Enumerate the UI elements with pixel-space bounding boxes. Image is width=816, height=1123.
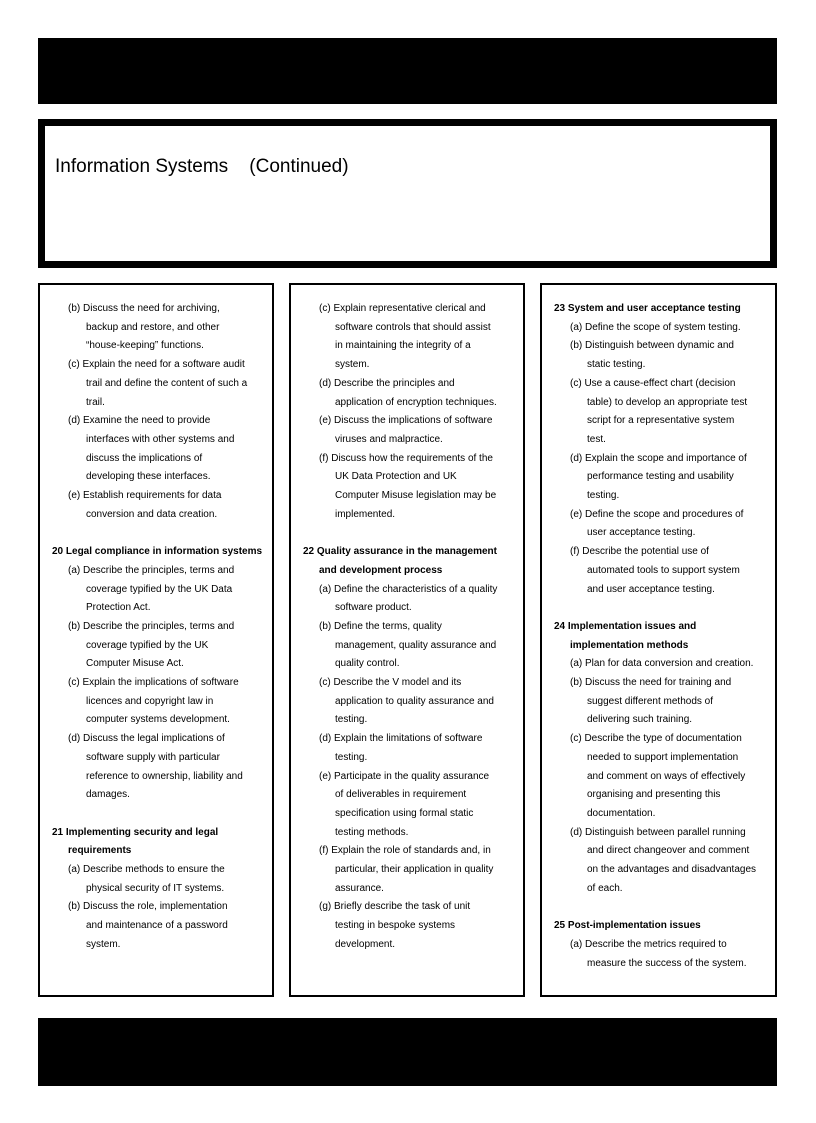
list-item-line: system. xyxy=(86,938,121,950)
column-2 xyxy=(289,283,525,997)
list-item-line: backup and restore, and other xyxy=(86,321,220,333)
list-item-line: (c) Describe the V model and its xyxy=(319,677,462,688)
section-heading: implementation methods xyxy=(570,639,689,651)
list-item-line: and comment on ways of effectively xyxy=(587,770,746,782)
list-item-line: system. xyxy=(335,359,370,371)
list-item-line: (d) Discuss the legal implications of xyxy=(68,733,225,745)
list-item-line: implemented. xyxy=(335,508,396,520)
list-item-line: (d) Explain the limitations of software xyxy=(319,733,483,745)
list-item-line: suggest different methods of xyxy=(587,695,714,707)
list-item-line: computer systems development. xyxy=(86,714,230,726)
list-item-line: interfaces with other systems and xyxy=(86,433,235,445)
list-item-line: (c) Describe the type of documentation xyxy=(570,733,742,745)
list-item-line: (f) Discuss how the requirements of the xyxy=(319,452,493,464)
list-item-line: needed to support implementation xyxy=(587,751,739,763)
list-item-line: (g) Briefly describe the task of unit xyxy=(319,901,471,913)
list-item-line: (b) Discuss the need for training and xyxy=(570,677,732,688)
list-item-line: UK Data Protection and UK xyxy=(335,471,457,483)
column-1 xyxy=(38,283,274,997)
list-item-line: delivering such training. xyxy=(587,714,693,726)
list-item-line: Computer Misuse Act. xyxy=(86,658,184,670)
bottom-banner-bar xyxy=(38,1018,777,1086)
list-item-line: (b) Discuss the need for archiving, xyxy=(68,303,220,314)
list-item-line: (f) Explain the role of standards and, in xyxy=(319,845,491,857)
section-heading: 21 Implementing security and legal xyxy=(52,826,219,838)
list-item-line: (c) Use a cause-effect chart (decision xyxy=(570,377,736,389)
list-item-line: (b) Discuss the role, implementation xyxy=(68,901,228,913)
list-item-line: (f) Describe the potential use of xyxy=(570,546,709,558)
list-item-line: (e) Define the scope and procedures of xyxy=(570,508,744,520)
list-item-line: measure the success of the system. xyxy=(587,957,747,969)
list-item-line: static testing. xyxy=(587,359,646,371)
section-heading: 25 Post-implementation issues xyxy=(554,920,701,932)
list-item-line: in maintaining the integrity of a xyxy=(335,340,471,352)
list-item-line: development. xyxy=(335,938,396,950)
list-item-line: application of encryption techniques. xyxy=(335,396,497,408)
list-item-line: testing. xyxy=(335,714,368,726)
list-item-line: assurance. xyxy=(335,882,384,894)
list-item-line: (b) Describe the principles, terms and xyxy=(68,620,235,632)
list-item-line: damages. xyxy=(86,789,130,801)
list-item-line: (d) Examine the need to provide xyxy=(68,415,211,427)
section-heading: 22 Quality assurance in the management xyxy=(303,546,497,558)
list-item-line: (a) Describe the principles, terms and xyxy=(68,564,235,576)
list-item-line: physical security of IT systems. xyxy=(86,882,225,894)
list-item-line: licences and copyright law in xyxy=(86,695,214,707)
list-item-line: Computer Misuse legislation may be xyxy=(335,490,497,501)
list-item-line: trail and define the content of such a xyxy=(86,377,248,389)
list-item-line: table) to develop an appropriate test xyxy=(587,396,748,408)
column-3 xyxy=(540,283,777,997)
list-item-line: reference to ownership, liability and xyxy=(86,770,243,782)
list-item-line: (c) Explain the need for a software audit xyxy=(68,359,245,371)
list-item-line: (e) Discuss the implications of software xyxy=(319,415,493,427)
list-item-line: (b) Distinguish between dynamic and xyxy=(570,340,734,352)
section-heading: 24 Implementation issues and xyxy=(554,620,697,632)
list-item-line: of deliverables in requirement xyxy=(335,789,467,801)
page-title: Information Systems (Continued) xyxy=(55,156,349,177)
list-item-line: (a) Describe methods to ensure the xyxy=(68,864,225,875)
list-item-line: testing methods. xyxy=(335,826,409,838)
list-item-line: (e) Participate in the quality assurance xyxy=(319,770,490,782)
list-item-line: and direct changeover and comment xyxy=(587,845,750,857)
list-item-line: (a) Define the characteristics of a quality xyxy=(319,583,498,595)
list-item-line: (c) Explain the implications of software xyxy=(68,677,239,688)
list-item-line: conversion and data creation. xyxy=(86,508,218,520)
list-item-line: trail. xyxy=(86,396,105,408)
list-item-line: (d) Describe the principles and xyxy=(319,377,455,389)
list-item-line: documentation. xyxy=(587,807,656,819)
list-item-line: organising and presenting this xyxy=(587,789,721,801)
list-item-line: viruses and malpractice. xyxy=(335,433,443,445)
section-heading: 23 System and user acceptance testing xyxy=(554,303,741,314)
list-item-line: application to quality assurance and xyxy=(335,695,494,707)
list-item-line: discuss the implications of xyxy=(86,452,203,464)
top-banner-bar xyxy=(38,38,777,104)
list-item-line: testing. xyxy=(587,490,620,501)
section-heading: and development process xyxy=(319,564,443,576)
list-item-line: coverage typified by the UK xyxy=(86,639,209,651)
list-item-line: coverage typified by the UK Data xyxy=(86,583,233,595)
list-item-line: performance testing and usability xyxy=(587,471,734,483)
list-item-line: and maintenance of a password xyxy=(86,920,228,932)
list-item-line: “house-keeping” functions. xyxy=(86,340,204,352)
list-item-line: test. xyxy=(587,433,606,445)
list-item-line: (c) Explain representative clerical and xyxy=(319,303,486,314)
title-box xyxy=(38,119,777,268)
list-item-line: quality control. xyxy=(335,658,400,670)
list-item-line: script for a representative system xyxy=(587,415,735,427)
list-item-line: particular, their application in quality xyxy=(335,864,494,875)
list-item-line: management, quality assurance and xyxy=(335,639,497,651)
section-heading: 20 Legal compliance in information systems xyxy=(52,546,263,558)
list-item-line: automated tools to support system xyxy=(587,564,740,576)
list-item-line: (d) Distinguish between parallel running xyxy=(570,826,746,838)
list-item-line: (d) Explain the scope and importance of xyxy=(570,452,747,464)
list-item-line: Protection Act. xyxy=(86,602,151,614)
list-item-line: (a) Define the scope of system testing. xyxy=(570,321,741,333)
list-item-line: testing in bespoke systems xyxy=(335,920,456,932)
list-item-line: (a) Describe the metrics required to xyxy=(570,938,727,950)
list-item-line: testing. xyxy=(335,751,368,763)
list-item-line: (b) Define the terms, quality xyxy=(319,620,442,632)
list-item-line: (e) Establish requirements for data xyxy=(68,490,222,501)
list-item-line: of each. xyxy=(587,882,623,894)
section-heading: requirements xyxy=(68,845,132,857)
list-item-line: developing these interfaces. xyxy=(86,471,211,483)
list-item-line: software supply with particular xyxy=(86,751,220,763)
list-item-line: software product. xyxy=(335,602,412,614)
list-item-line: software controls that should assist xyxy=(335,321,491,333)
list-item-line: specification using formal static xyxy=(335,807,474,819)
list-item-line: and user acceptance testing. xyxy=(587,583,715,595)
list-item-line: (a) Plan for data conversion and creation. xyxy=(570,658,754,670)
list-item-line: user acceptance testing. xyxy=(587,527,696,539)
list-item-line: on the advantages and disadvantages xyxy=(587,864,757,875)
